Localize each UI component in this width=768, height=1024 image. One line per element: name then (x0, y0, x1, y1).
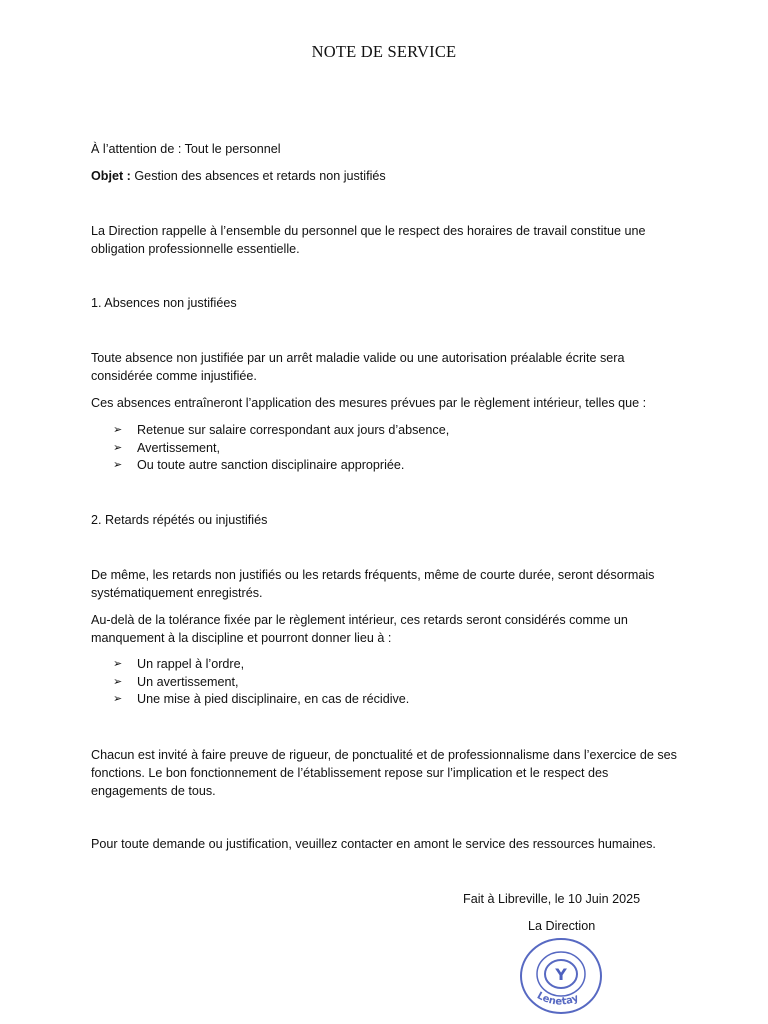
list-item: ➢ Une mise à pied disciplinaire, en cas de récidive. (91, 691, 681, 709)
list-item: ➢ Avertissement, (91, 440, 681, 458)
intro-text: La Direction rappelle à l’ensemble du personnel que le respect des horaires de travail constitue une obligation professionnelle essentielle. (91, 224, 646, 256)
closing-paragraph (91, 746, 681, 800)
section1-heading (91, 294, 681, 312)
section2-paragraph-1 (91, 566, 681, 602)
arrow-bullet-icon: ➢ (113, 658, 123, 670)
recipients-text: À l’attention de : Tout le personnel (91, 142, 281, 156)
arrow-bullet-icon: ➢ (113, 459, 123, 471)
stamp-seal-icon (519, 935, 603, 1015)
section2-paragraph-2 (91, 611, 681, 647)
section1-list (91, 422, 681, 475)
section2-list (91, 656, 681, 709)
intro-paragraph (91, 222, 681, 258)
object-line (91, 167, 681, 185)
arrow-bullet-icon: ➢ (113, 675, 123, 688)
contact-text: Pour toute demande ou justification, veuillez contacter en amont le service des ressources humaines. (91, 837, 656, 851)
object-text: Gestion des absences et retards non justifiés (130, 169, 386, 183)
list-item: ➢ Un avertissement, (91, 674, 681, 692)
closing-text: Chacun est invité à faire preuve de rigueur, de ponctualité et de professionnalisme dans l’exercice de ses fonctions. Le bon fonctionnement de l’établissement repose sur l’implication et le respect des engagements de tous. (91, 748, 677, 798)
svg-text:Lenetay: Lenetay (534, 990, 581, 1008)
section1-para1-text: Toute absence non justifiée par un arrêt maladie valide ou une autorisation préalable écrite sera considérée comme injustifiée. (91, 351, 625, 383)
section2-para2-text: Au-delà de la tolérance fixée par le règlement intérieur, ces retards seront considérés comme un manquement à la discipline et pourront donner lieu à : (91, 613, 628, 645)
contact-paragraph (91, 835, 681, 853)
section1-paragraph-2 (91, 394, 681, 412)
arrow-bullet-icon: ➢ (113, 424, 123, 436)
arrow-bullet-icon: ➢ (113, 441, 123, 454)
document-title: NOTE DE SERVICE (311, 42, 457, 61)
section2-para1-text: De même, les retards non justifiés ou les retards fréquents, même de courte durée, seront désormais systématiquement enregistrés. (91, 568, 655, 600)
section1-paragraph-1 (91, 349, 681, 385)
list-item: ➢ Retenue sur salaire correspondant aux jours d’absence, (91, 422, 681, 440)
recipients-line (91, 140, 681, 158)
place-date: Fait à Libreville, le 10 Juin 2025 (463, 892, 641, 906)
section1-heading-text: 1. Absences non justifiées (91, 296, 237, 310)
arrow-bullet-icon: ➢ (113, 693, 123, 705)
section1-para2-text: Ces absences entraîneront l’application des mesures prévues par le règlement intérieur, telles que : (91, 396, 647, 410)
section2-heading-text: 2. Retards répétés ou injustifiés (91, 513, 268, 527)
signatory: La Direction (528, 919, 596, 933)
section2-heading (91, 511, 681, 529)
object-label: Objet : (91, 169, 131, 183)
list-item: ➢ Ou toute autre sanction disciplinaire appropriée. (91, 457, 681, 475)
list-item: ➢ Un rappel à l’ordre, (91, 656, 681, 674)
svg-text:Y: Y (555, 965, 567, 984)
